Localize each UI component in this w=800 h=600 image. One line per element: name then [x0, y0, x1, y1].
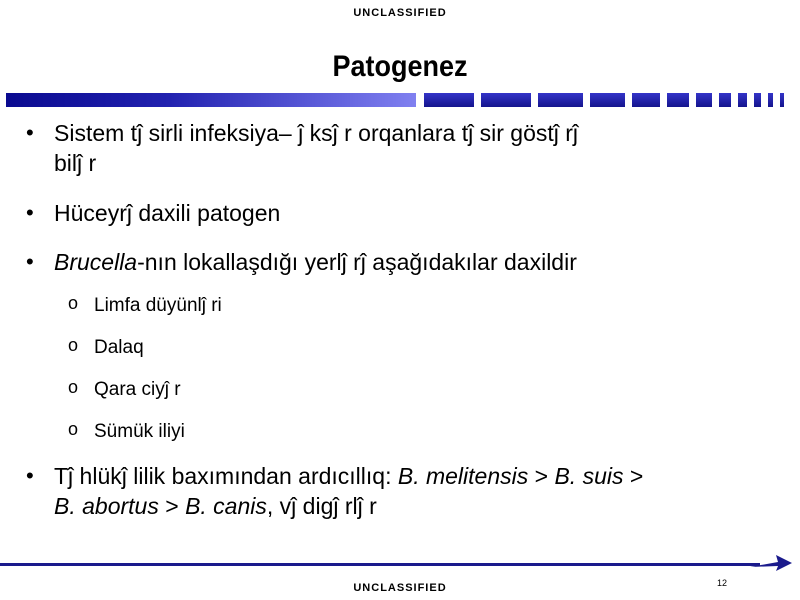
bullet-text-italic: B. suis	[554, 463, 624, 489]
bullet-item	[24, 198, 784, 228]
slide-body	[24, 118, 784, 521]
footer-line	[0, 563, 760, 566]
bar-segment	[481, 93, 531, 107]
sub-bullet-text: Dalaq	[94, 337, 144, 358]
bar-segment	[632, 93, 660, 107]
bullet-item	[24, 118, 784, 178]
bullet-text: Tĵ hlükĵ lilik baxımından ardıcıllıq:	[54, 463, 398, 489]
sub-bullet-item	[24, 419, 784, 445]
slide-title: Patogenez	[332, 50, 468, 83]
sub-bullet-text: Limfa düyünlĵ ri	[94, 295, 222, 316]
sub-bullet-item	[24, 335, 784, 361]
sub-bullet-item	[24, 293, 784, 319]
bar-segment	[696, 93, 712, 107]
sub-bullet-text: Sümük iliyi	[94, 421, 185, 442]
bar-segment	[719, 93, 731, 107]
bar-segment	[590, 93, 625, 107]
classification-header: UNCLASSIFIED	[353, 7, 447, 19]
bar-segment	[667, 93, 689, 107]
bullet-text-continued: bilĵ r	[54, 150, 97, 176]
bullet-text: Sistem tĵ sirli infeksiya– ĵ ksĵ r orqanlara tĵ sir göstĵ rĵ	[54, 120, 579, 146]
bar-segment	[780, 93, 784, 107]
bullet-text: Hüceyrĵ daxili patogen	[54, 200, 281, 226]
bullet-text: >	[623, 463, 644, 489]
page-number: 12	[717, 578, 728, 588]
bullet-text: -nın lokallaşdığı yerlĵ rĵ aşağıdakılar daxildir	[137, 249, 577, 275]
bullet-text-italic: Brucella	[54, 249, 138, 275]
title-decoration-bar	[6, 93, 796, 107]
bar-segment	[754, 93, 761, 107]
arrow-icon	[750, 555, 792, 573]
bullet-text-italic: B. abortus	[54, 493, 159, 519]
bullet-item	[24, 461, 784, 521]
sub-bullet-item	[24, 377, 784, 403]
bar-segment	[738, 93, 747, 107]
bullet-text: >	[158, 493, 186, 519]
bullet-item	[24, 247, 784, 277]
bullet-text: >	[528, 463, 555, 489]
bar-segment	[424, 93, 474, 107]
bullet-text: , vĵ digĵ rlĵ r	[266, 493, 377, 519]
bullet-text-italic: B. melitensis	[397, 463, 529, 489]
bar-segment	[768, 93, 773, 107]
bar-segment	[538, 93, 583, 107]
classification-footer: UNCLASSIFIED	[353, 582, 447, 594]
bullet-text-italic: B. canis	[185, 493, 267, 519]
bar-gradient	[6, 93, 416, 107]
sub-bullet-text: Qara ciyĵ r	[94, 379, 181, 400]
